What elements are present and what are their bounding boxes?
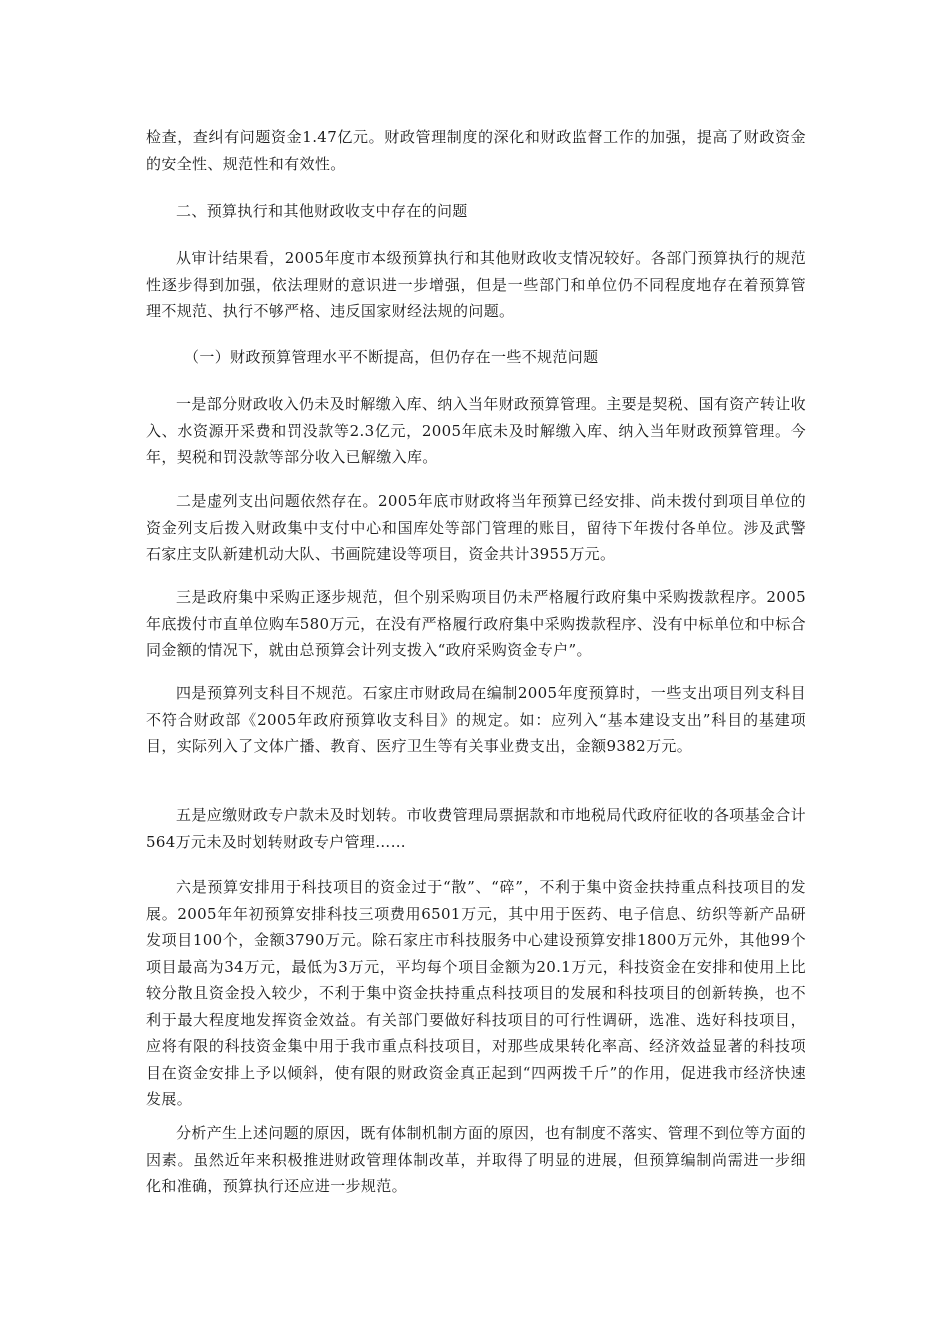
paragraph-item-6: 六是预算安排用于科技项目的资金过于“散”、“碎”，不利于集中资金扶持重点科技项目的发展。2005年年初预算安排科技三项费用6501万元，其中用于医药、电子信息、纺织等新产品研发项目100个，金额3790万元。除石家庄市科技服务中心建设预算安排1800万元外，其他99个项目最高为34万元，最低为3万元，平均每个项目金额为20.1万元，科技资金在安排和使用上比较分散且资金投入较少，不利于集中资金扶持重点科技项目的发展和科技项目的创新转换，也不利于最大程度地发挥资金效益。有关部门要做好科技项目的可行性调研，选准、选好科技项目，应将有限的科技资金集中用于我市重点科技项目，对那些成果转化率高、经济效益显著的科技项目在资金安排上予以倾斜，使有限的财政资金真正起到“四两拨千斤”的作用，促进我市经济快速发展。 bbox=[146, 878, 806, 1108]
paragraph-audit-results: 从审计结果看，2005年度市本级预算执行和其他财政收支情况较好。各部门预算执行的规范性逐步得到加强，依法理财的意识进一步增强，但是一些部门和单位仍不同程度地存在着预算管理不规范、执行不够严格、违反国家财经法规的问题。 bbox=[146, 249, 806, 320]
paragraph-intro-continuation: 检查，查纠有问题资金1.47亿元。财政管理制度的深化和财政监督工作的加强，提高了财政资金的安全性、规范性和有效性。 bbox=[146, 128, 806, 173]
paragraph-item-5: 五是应缴财政专户款未及时划转。市收费管理局票据款和市地税局代政府征收的各项基金合计564万元未及时划转财政专户管理…… bbox=[146, 806, 806, 851]
subsection-heading-budget-management: （一）财政预算管理水平不断提高，但仍存在一些不规范问题 bbox=[184, 348, 599, 366]
section-heading-problems: 二、预算执行和其他财政收支中存在的问题 bbox=[176, 202, 468, 220]
paragraph-item-2: 二是虚列支出问题依然存在。2005年底市财政将当年预算已经安排、尚未拨付到项目单位的资金列支后拨入财政集中支付中心和国库处等部门管理的账目，留待下年拨付各单位。涉及武警石家庄支队新建机动大队、书画院建设等项目，资金共计3955万元。 bbox=[146, 492, 806, 563]
paragraph-item-3: 三是政府集中采购正逐步规范，但个别采购项目仍未严格履行政府集中采购拨款程序。2005年底拨付市直单位购车580万元，在没有严格履行政府集中采购拨款程序、没有中标单位和中标合同金额的情况下，就由总预算会计列支拨入“政府采购资金专户”。 bbox=[146, 588, 806, 659]
paragraph-analysis: 分析产生上述问题的原因，既有体制机制方面的原因，也有制度不落实、管理不到位等方面的因素。虽然近年来积极推进财政管理体制改革，并取得了明显的进展，但预算编制尚需进一步细化和准确，预算执行还应进一步规范。 bbox=[146, 1124, 806, 1195]
paragraph-item-1: 一是部分财政收入仍未及时解缴入库、纳入当年财政预算管理。主要是契税、国有资产转让收入、水资源开采费和罚没款等2.3亿元，2005年底未及时解缴入库、纳入当年财政预算管理。今年，契税和罚没款等部分收入已解缴入库。 bbox=[146, 395, 806, 466]
paragraph-item-4: 四是预算列支科目不规范。石家庄市财政局在编制2005年度预算时，一些支出项目列支科目不符合财政部《2005年政府预算收支科目》的规定。如：应列入“基本建设支出”科目的基建项目，实际列入了文体广播、教育、医疗卫生等有关事业费支出，金额9382万元。 bbox=[146, 684, 806, 755]
